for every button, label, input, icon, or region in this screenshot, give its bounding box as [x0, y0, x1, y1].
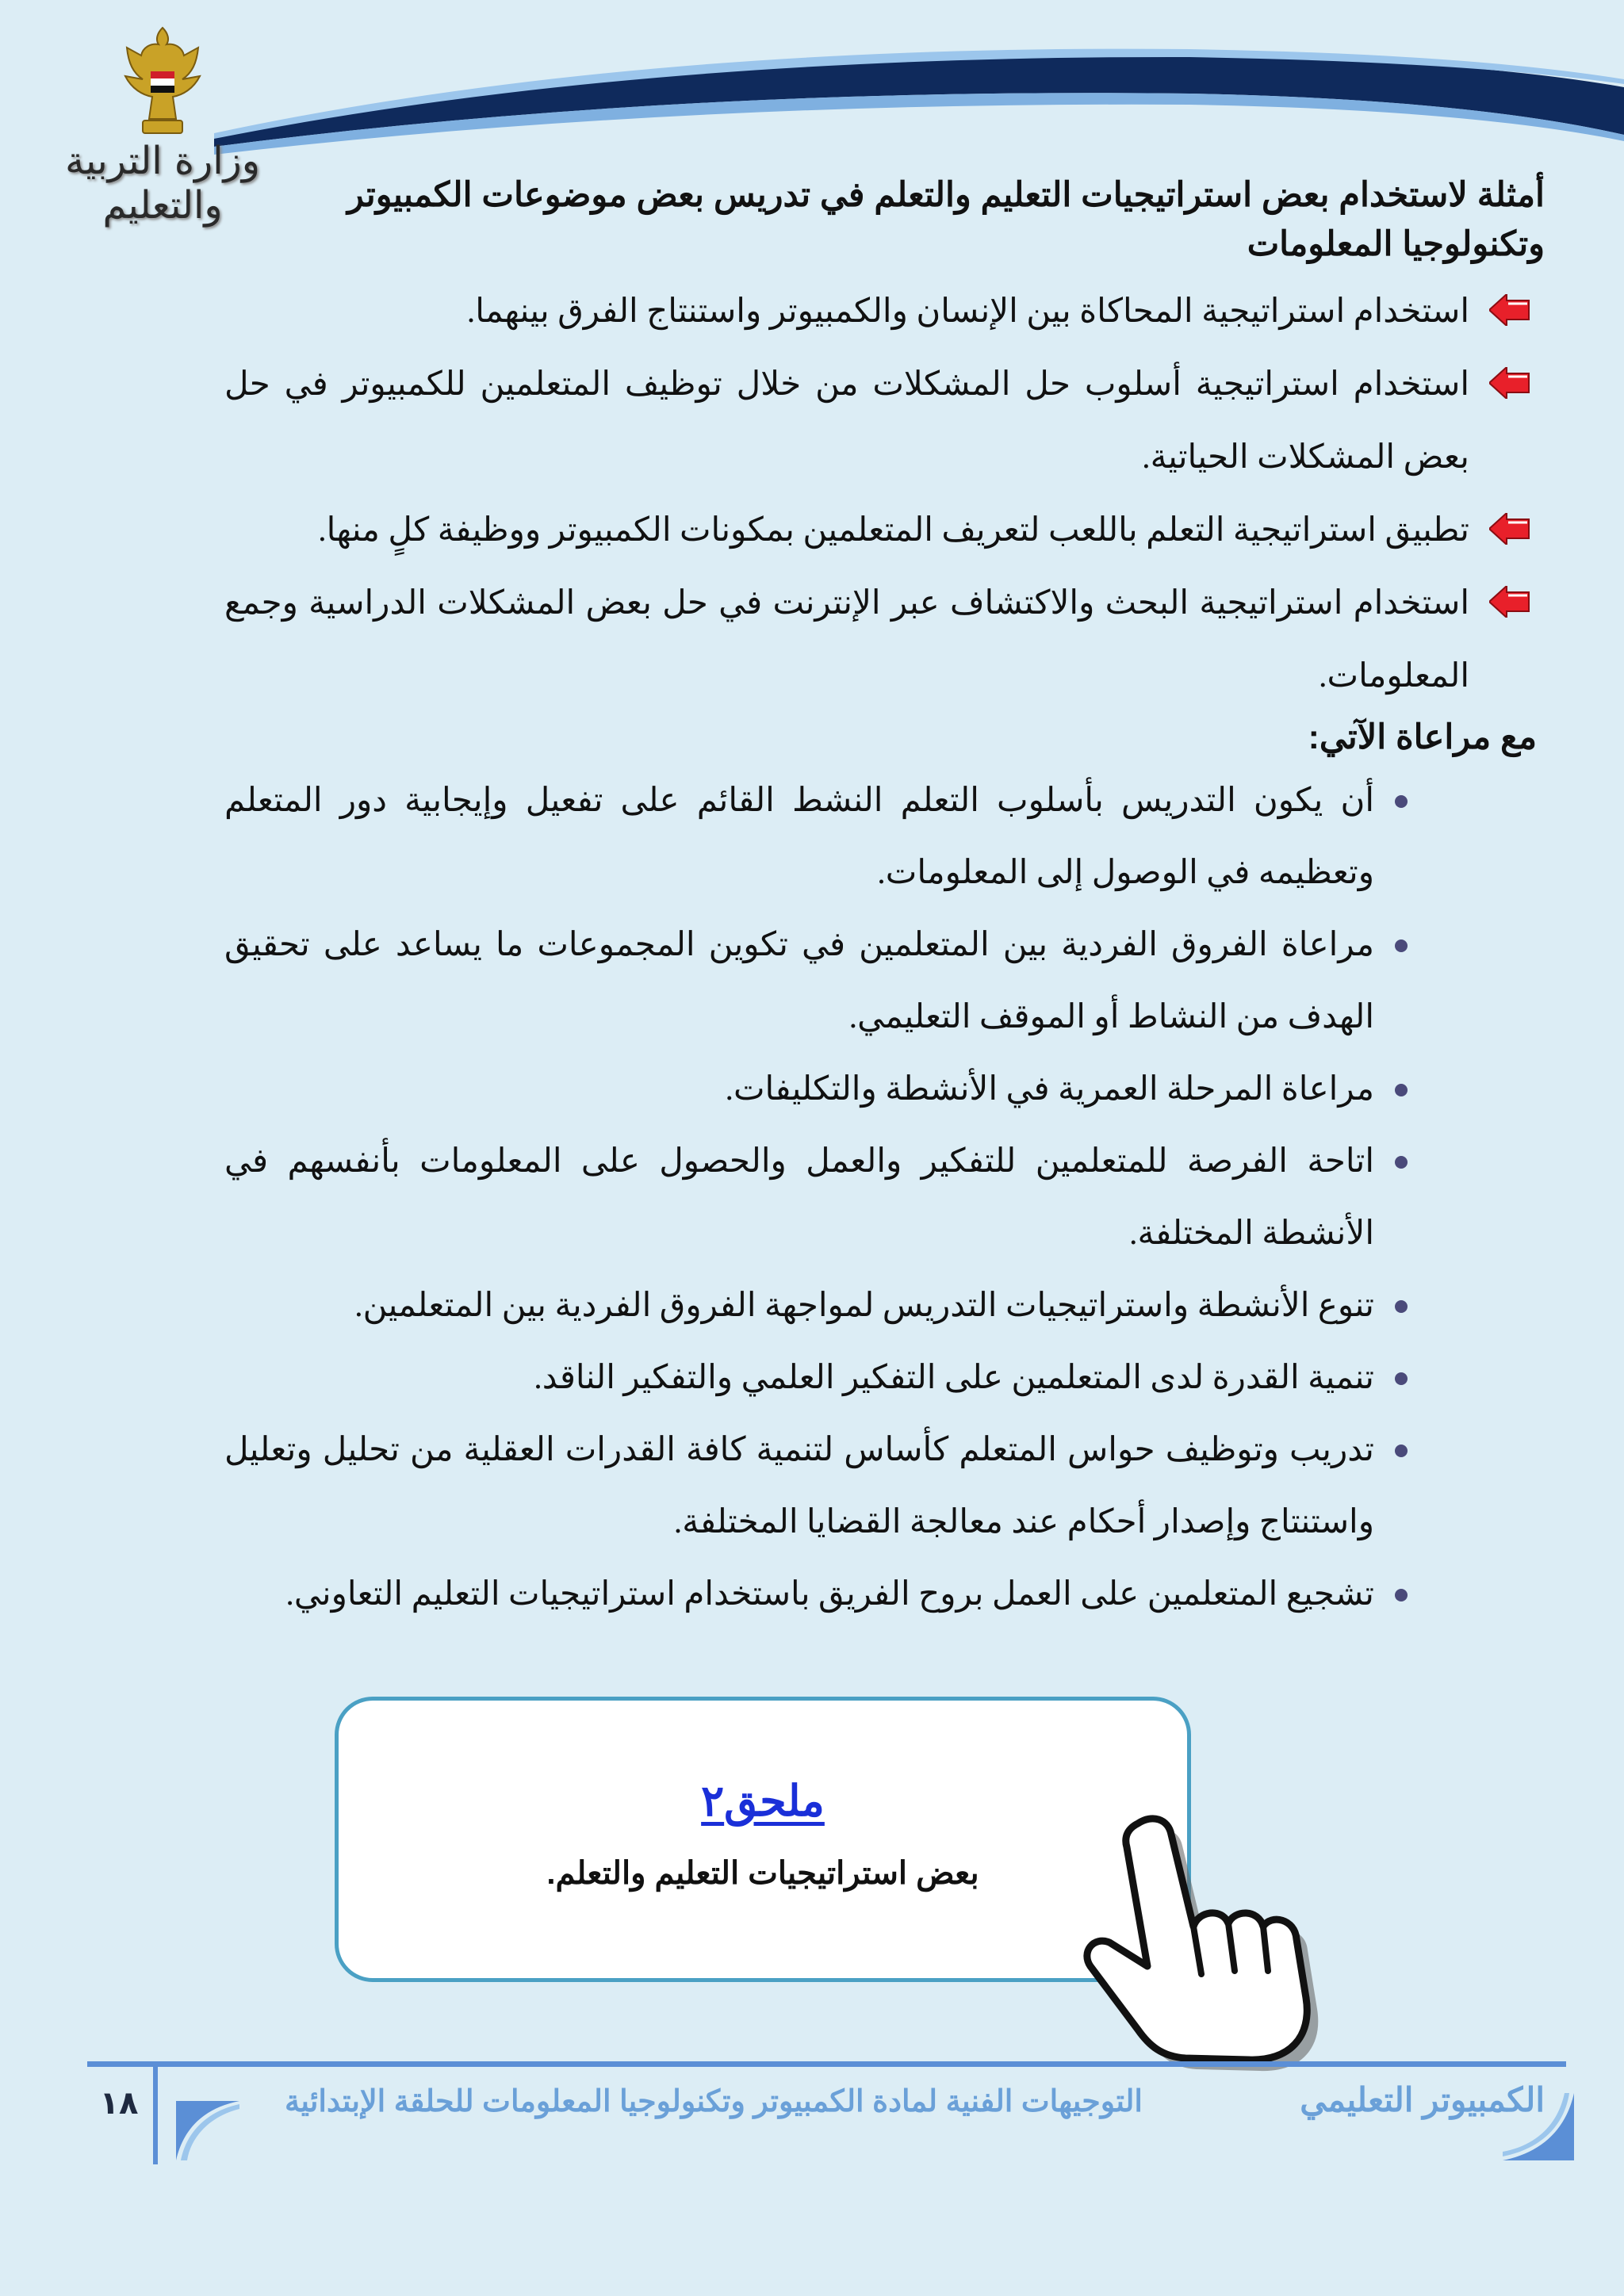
footer-divider — [87, 2061, 1566, 2067]
list-item — [224, 765, 1374, 909]
consideration-text: أن يكون التدريس بأسلوب التعلم النشط القائم على تفعيل وإيجابية دور المتعلم وتعظيمه في الوصول إلى المعلومات. — [224, 783, 1374, 891]
appendix-callout[interactable] — [335, 1697, 1191, 1982]
page-number: ١٨ — [99, 2085, 139, 2122]
consideration-text: تشجيع المتعلمين على العمل بروح الفريق باستخدام استراتيجيات التعليم التعاوني. — [285, 1576, 1374, 1613]
main-content — [149, 170, 1545, 1631]
red-arrow-icon — [1489, 367, 1530, 399]
list-item — [224, 1126, 1374, 1270]
footer-brand: الكمبيوتر التعليمي — [1300, 2081, 1545, 2118]
eagle-emblem-icon — [111, 24, 214, 143]
consideration-text: تنوع الأنشطة واستراتيجيات التدريس لمواجهة الفروق الفردية بين المتعلمين. — [354, 1288, 1374, 1324]
bullet-dot-icon — [1395, 1372, 1408, 1385]
consideration-text: مراعاة الفروق الفردية بين المتعلمين في تكوين المجموعات ما يساعد على تحقيق الهدف من النشاط أو الموقف التعليمي. — [224, 927, 1374, 1035]
consideration-text: اتاحة الفرصة للمتعلمين للتفكير والعمل والحصول على المعلومات بأنفسهم في الأنشطة المختلفة. — [224, 1143, 1374, 1252]
pointing-hand-icon — [1082, 1808, 1344, 2077]
bullet-dot-icon — [1395, 1300, 1408, 1313]
list-item — [224, 275, 1545, 348]
considerations-heading: مع مراعاة الآتي: — [1308, 718, 1537, 756]
footer-corner-left-icon — [176, 2101, 239, 2160]
example-text: تطبيق استراتيجية التعلم باللعب لتعريف المتعلمين بمكونات الكمبيوتر ووظيفة كلٍ منها. — [318, 512, 1469, 549]
red-arrow-icon — [1489, 513, 1530, 545]
consideration-text: تدريب وتوظيف حواس المتعلم كأساس لتنمية كافة القدرات العقلية من تحليل وتعليل واستنتاج وإصدار أحكام عند معالجة القضايا المختلفة. — [224, 1432, 1374, 1540]
consideration-text: تنمية القدرة لدى المتعلمين على التفكير العلمي والتفكير الناقد. — [534, 1360, 1374, 1396]
bullet-dot-icon — [1395, 939, 1408, 952]
footer-document-title: التوجيهات الفنية لمادة الكمبيوتر وتكنولوجيا المعلومات للحلقة الإبتدائية — [285, 2085, 1143, 2118]
list-item — [224, 909, 1374, 1054]
section-title: أمثلة لاستخدام بعض استراتيجيات التعليم والتعلم في تدريس بعض موضوعات الكمبيوتر وتكنولوجيا المعلومات — [347, 176, 1545, 263]
list-item — [224, 1559, 1374, 1631]
list-item — [224, 1270, 1374, 1342]
appendix-subtitle: بعض استراتيجيات التعليم والتعلم. — [546, 1856, 979, 1891]
list-item — [224, 348, 1545, 494]
list-item — [224, 567, 1545, 713]
footer-corner-right-icon — [1503, 2093, 1574, 2160]
consideration-text: مراعاة المرحلة العمرية في الأنشطة والتكليفات. — [725, 1071, 1374, 1108]
bullet-dot-icon — [1395, 795, 1408, 808]
red-arrow-icon — [1489, 294, 1530, 326]
list-item — [224, 1342, 1374, 1414]
example-text: استخدام استراتيجية أسلوب حل المشكلات من خلال توظيف المتعلمين للكمبيوتر في حل بعض المشكلات الحياتية. — [224, 366, 1469, 476]
bullet-dot-icon — [1395, 1084, 1408, 1096]
list-item — [224, 1054, 1374, 1126]
appendix-link[interactable]: ملحق٢ — [701, 1777, 825, 1825]
examples-list — [149, 275, 1545, 713]
footer-vertical-divider — [153, 2061, 158, 2164]
list-item — [224, 494, 1545, 567]
ministry-name: وزارة التربية والتعليم — [65, 139, 260, 228]
list-item — [224, 1414, 1374, 1559]
bullet-dot-icon — [1395, 1156, 1408, 1169]
example-text: استخدام استراتيجية المحاكاة بين الإنسان والكمبيوتر واستنتاج الفرق بينهما. — [466, 293, 1469, 330]
bullet-dot-icon — [1395, 1589, 1408, 1601]
red-arrow-icon — [1489, 586, 1530, 618]
example-text: استخدام استراتيجية البحث والاكتشاف عبر الإنترنت في حل بعض المشكلات الدراسية وجمع المعلومات. — [224, 585, 1469, 695]
considerations-list — [149, 765, 1545, 1631]
bullet-dot-icon — [1395, 1445, 1408, 1457]
